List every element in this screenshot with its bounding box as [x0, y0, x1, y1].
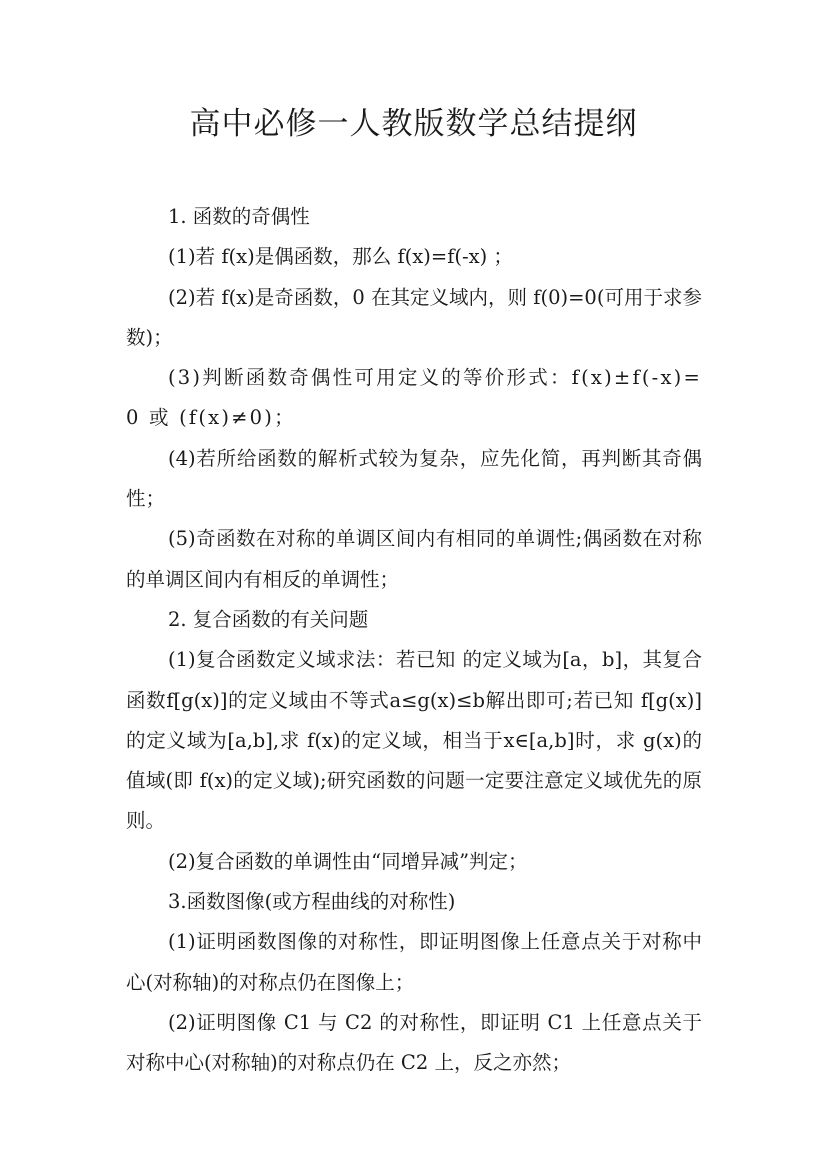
document-title: 高中必修一人教版数学总结提纲	[189, 106, 638, 142]
paragraph-monotonicity: (5)奇函数在对称的单调区间内有相同的单调性;偶函数在对称的单调区间内有相反的单调性；	[126, 527, 702, 591]
paragraph-composite-domain: (1)复合函数定义域求法：若已知 的定义域为[a，b]，其复合函数f[g(x)]的定义域由不等式a≤g(x)≤b解出即可;若已知 f[g(x)]的定义域为[a,b],求 f(x)的定义域，相当于x∈[a,b]时，求 g(x)的值域(即 f(x)的定义域);研究函数的问题一定要注意定义域优先的原则。	[126, 648, 702, 833]
paragraph-even-function: (1)若 f(x)是偶函数，那么 f(x)=f(-x) ；	[168, 245, 513, 269]
section-heading-composite: 2. 复合函数的有关问题	[168, 607, 369, 631]
paragraph-parity-test: (3)判断函数奇偶性可用定义的等价形式：f(x)±f(-x)=0 或 (f(x)≠0)；	[126, 366, 702, 430]
paragraph-graph-symmetry: (1)证明函数图像的对称性，即证明图像上任意点关于对称中心(对称轴)的对称点仍在图像上；	[126, 930, 702, 994]
section-heading-symmetry: 3.函数图像(或方程曲线的对称性)	[168, 890, 456, 914]
section-heading-parity: 1. 函数的奇偶性	[168, 205, 310, 228]
document-body	[126, 197, 702, 1084]
paragraph-c1-c2-symmetry: (2)证明图像 C1 与 C2 的对称性，即证明 C1 上任意点关于对称中心(对称轴)的对称点仍在 C2 上，反之亦然；	[126, 1010, 702, 1075]
paragraph-composite-monotonicity: (2)复合函数的单调性由“同增异减”判定；	[168, 849, 528, 873]
paragraph-simplify-first: (4)若所给函数的解析式较为复杂，应先化简，再判断其奇偶性；	[126, 446, 702, 511]
paragraph-odd-function: (2)若 f(x)是奇函数，0 在其定义域内，则 f(0)=0(可用于求参数)；	[126, 285, 702, 349]
